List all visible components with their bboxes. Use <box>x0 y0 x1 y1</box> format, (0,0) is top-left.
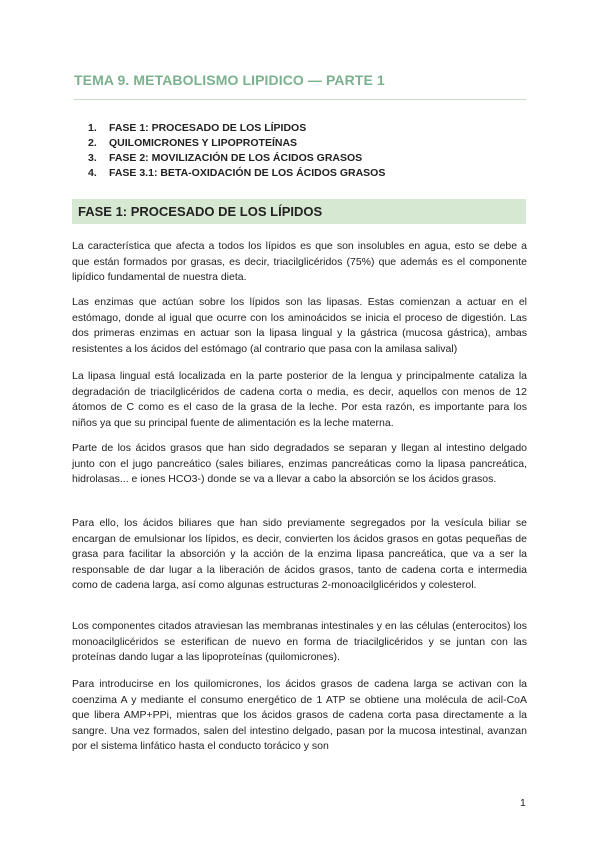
toc-item <box>88 151 385 166</box>
paragraph: Las enzimas que actúan sobre los lípidos son las lipasas. Estas comienzan a actuar en el estómago, donde al igual que ocurre con los aminoácidos se inicia el proceso de digestión. Las dos primeras enzimas en actuar son la lipasa lingual y la gástrica (mucosa gástrica), ambas resistentes a los ácidos del estómago (al contrario que pasa con la amilasa salival) <box>72 296 527 355</box>
toc-item <box>88 121 385 136</box>
toc-item-number: 1. <box>88 122 97 134</box>
toc-item-number: 3. <box>88 152 97 164</box>
toc-item-label: QUILOMICRONES Y LIPOPROTEÍNAS <box>109 137 298 149</box>
title-divider <box>74 99 526 100</box>
toc-item-number: 4. <box>88 167 97 179</box>
paragraph: Para ello, los ácidos biliares que han sido previamente segregados por la vesícula biliar se encargan de emulsionar los lípidos, es decir, convierten los ácidos grasos en gotas pequeñas de grasa para facilitar la absorción y la acción de la enzima lipasa pancreática, que va a ser la responsable de dar lugar a la liberación de ácidos grasos, tanto de cadena corta e intermedia como de cadena larga, así como algunas estructuras 2-monoacilglicéridos y colesterol. <box>72 517 527 591</box>
toc-item-label: FASE 3.1: BETA-OXIDACIÓN DE LOS ÁCIDOS GRASOS <box>109 167 386 179</box>
section-heading-text: FASE 1: PROCESADO DE LOS LÍPIDOS <box>78 204 323 219</box>
toc-item <box>88 136 385 151</box>
paragraph: Para introducirse en los quilomicrones, los ácidos grasos de cadena larga se activan con la coenzima A y mediante el consumo energético de 1 ATP se obtiene una molécula de acil-CoA que libera AMP+PPi, mientras que los ácidos grasos de cadena corta pasa directamente a la sangre. Una vez formados, salen del intestino delgado, pasan por la mucosa intestinal, avanzan por el sistema linfático hasta el conducto torácico y son <box>72 678 527 752</box>
toc-item-label: FASE 1: PROCESADO DE LOS LÍPIDOS <box>109 122 307 134</box>
toc-item <box>88 166 385 181</box>
toc-item-number: 2. <box>88 137 97 149</box>
toc-item-label: FASE 2: MOVILIZACIÓN DE LOS ÁCIDOS GRASOS <box>109 152 363 164</box>
paragraph: Los componentes citados atraviesan las membranas intestinales y en las células (enterocitos) los monoacilglicéridos se esterifican de nuevo en forma de triacilglicéridos y se juntan con las proteínas dando lugar a las lipoproteínas (quilomicrones). <box>72 620 527 663</box>
page-number: 1 <box>520 797 526 809</box>
section-heading <box>72 199 526 224</box>
paragraph: La característica que afecta a todos los lípidos es que son insolubles en agua, esto se debe a que están formados por grasas, es decir, triacilglicéridos (75%) que además es el componente lipídico fundamental de nuestra dieta. <box>72 240 527 283</box>
paragraph: La lipasa lingual está localizada en la parte posterior de la lengua y principalmente cataliza la degradación de triacilglicéridos de cadena corta o media, es decir, aquellos con menos de 12 átomos de C como es el caso de la grasa de la leche. Por esta razón, es importante para los niños ya que su principal fuente de alimentación es la leche materna. <box>72 370 527 429</box>
table-of-contents <box>88 121 385 181</box>
page-title: TEMA 9. METABOLISMO LIPIDICO — PARTE 1 <box>74 72 385 88</box>
paragraph: Parte de los ácidos grasos que han sido degradados se separan y llegan al intestino delgado junto con el jugo pancreático (sales biliares, enzimas pancreáticas como la lipasa pancreática, hidrolasas... e iones HCO3-) donde se va a llevar a cabo la absorción se los ácidos grasos. <box>72 442 527 485</box>
